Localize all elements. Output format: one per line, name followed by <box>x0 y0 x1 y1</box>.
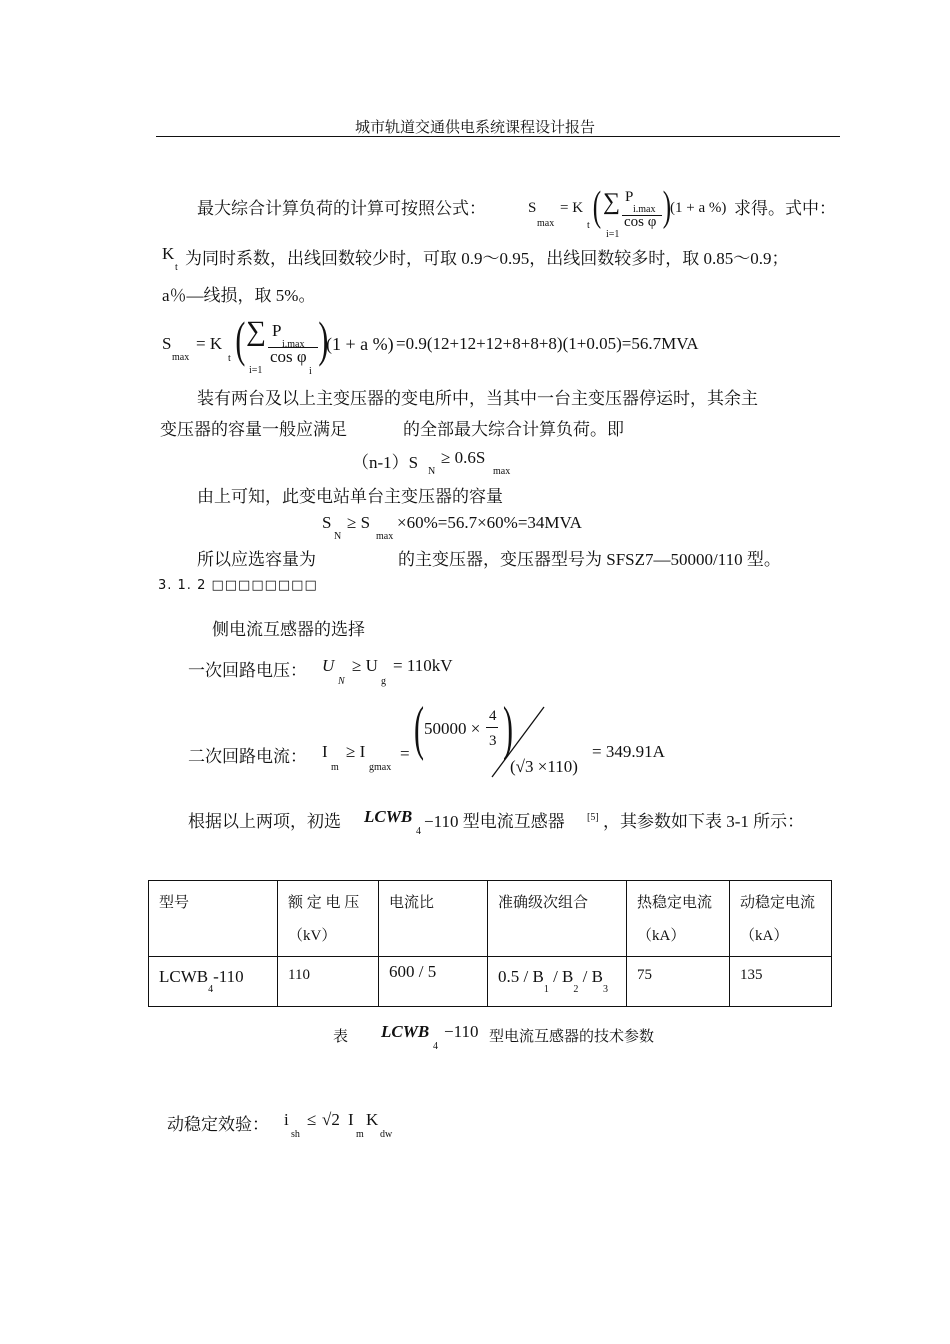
sum-lower: i=1 <box>606 229 620 240</box>
cell-thermal: 75 <box>627 957 730 1007</box>
eq2-b: ≥ 0.6S <box>441 448 486 467</box>
cell-ratio: 600 / 5 <box>379 957 488 1007</box>
eq1-eqK: = K <box>196 334 223 353</box>
model-text: LCWB <box>159 967 209 986</box>
para5-b: 的主变压器，变压器型号为 SFSZ7—50000/110 型。 <box>398 550 781 569</box>
header-voltage-unit: （kV） <box>288 928 337 944</box>
frac-num-P: P <box>625 189 634 205</box>
formula-factor: (1 + a %) <box>670 200 727 216</box>
acc-b: / B <box>553 967 574 986</box>
caption-num: −110 <box>444 1022 479 1041</box>
cell-dynamic: 135 <box>730 957 832 1007</box>
dyn-sub-m: m <box>356 1129 364 1140</box>
table-header-row <box>149 881 832 957</box>
dyn-i: i <box>284 1110 289 1129</box>
formula-sub-t: t <box>587 220 590 231</box>
page-header: 城市轨道交通供电系统课程设计报告 <box>354 120 595 136</box>
eq3-geq-S: ≥ S <box>347 513 371 532</box>
subsection-title: 侧电流互感器的选择 <box>212 620 365 639</box>
dyn-sub-sh: sh <box>291 1129 300 1140</box>
model-sub: 4 <box>208 984 214 996</box>
eq1-sub-max: max <box>172 352 190 363</box>
primary-value: = 110kV <box>393 656 453 675</box>
table-header-cell <box>149 881 278 957</box>
eq1-factor: (1 + a %) <box>326 334 394 354</box>
secondary-three: 3 <box>489 733 497 749</box>
secondary-label: 二次回路电流： <box>188 747 307 766</box>
header-dynamic-unit: （kA） <box>740 928 789 944</box>
secondary-four: 4 <box>489 708 497 724</box>
eq1-S: S <box>162 334 172 353</box>
model-tail: -110 <box>213 967 244 986</box>
para3-line2a: 变压器的容量一般应满足 <box>160 420 347 439</box>
secondary-geq-I: ≥ I <box>346 742 366 761</box>
primary-sub-N: N <box>338 676 345 687</box>
caption-text: 型电流互感器的技术参数 <box>489 1029 655 1045</box>
eq1-result: =0.9(12+12+12+8+8+8)(1+0.05)=56.7MVA <box>396 334 699 353</box>
K-sub-t: t <box>175 262 178 273</box>
para6-b: −110 型电流互感器 <box>424 812 565 831</box>
caption-prefix: 表 <box>333 1029 349 1045</box>
secondary-result: = 349.91A <box>592 742 665 761</box>
header-rule <box>156 136 840 137</box>
header-thermal: 热稳定电流 <box>637 895 713 911</box>
table-header-cell <box>488 881 627 957</box>
eq1-sum-lower: i=1 <box>249 365 263 376</box>
table-header-cell <box>278 881 379 957</box>
cell-model <box>149 957 278 1007</box>
para4-text: 由上可知，此变电站单台主变压器的容量 <box>197 487 503 506</box>
secondary-rparen: ) <box>502 695 513 761</box>
eq3-result: ×60%=56.7×60%=34MVA <box>397 513 582 532</box>
secondary-lparen: ( <box>413 695 424 761</box>
eq3-sub-N: N <box>334 531 342 542</box>
section-heading: 3. 1. 2 □□□□□□□□ <box>158 578 318 593</box>
cell-accuracy <box>488 957 627 1007</box>
eq1-sum-symbol: ∑ <box>246 316 266 347</box>
eq2-a: （n-1）S <box>352 453 419 472</box>
eq2-sub-max: max <box>493 466 511 477</box>
header-dynamic: 动稳定电流 <box>740 895 816 911</box>
eq2-sub-N: N <box>428 466 436 477</box>
para3-line2b: 的全部最大综合计算负荷。即 <box>403 420 624 439</box>
header-voltage: 额 定 电 压 <box>288 895 360 911</box>
frac-num-sub: i.max <box>633 204 656 215</box>
caption-model-sub: 4 <box>433 1041 438 1052</box>
para5-a: 所以应选容量为 <box>197 550 316 569</box>
eq3-S: S <box>322 513 332 532</box>
ct-parameter-table <box>148 880 832 1007</box>
table-header-cell <box>627 881 730 957</box>
acc-a: 0.5 / B <box>498 967 544 986</box>
para1-text: 最大综合计算负荷的计算可按照公式： <box>197 199 486 218</box>
eq1-den-sub: i <box>309 366 312 377</box>
acc-sub-1: 1 <box>543 984 549 996</box>
formula-rparen: ) <box>662 184 672 230</box>
eq3-sub-max: max <box>376 531 394 542</box>
caption-model: LCWB <box>381 1022 430 1041</box>
acc-c: / B <box>582 967 603 986</box>
secondary-den: (√3 ×110) <box>510 757 578 776</box>
eq1-den: cos φ <box>270 347 307 366</box>
eq1-num-sub: i.max <box>282 339 305 350</box>
dyn-sqrt2: √2 <box>322 1110 340 1129</box>
secondary-I: I <box>322 742 328 761</box>
eq1-num-P: P <box>272 321 282 340</box>
primary-sub-g: g <box>381 676 386 687</box>
para6-a: 根据以上两项，初选 <box>188 812 341 831</box>
header-thermal-unit: （kA） <box>637 928 686 944</box>
header-ratio: 电流比 <box>389 895 435 911</box>
formula-lparen: ( <box>592 184 602 230</box>
para2-text: 为同时系数，出线回数较少时，可取 0.9～0.95，出线回数较多时，取 0.85～0.9； <box>185 249 789 268</box>
primary-label: 一次回路电压： <box>188 661 307 680</box>
table-header-cell <box>730 881 832 957</box>
dyn-K: K <box>366 1110 379 1129</box>
formula-S: S <box>528 200 537 216</box>
secondary-sub-gmax: gmax <box>369 762 392 773</box>
dyn-sub-dw: dw <box>380 1129 393 1140</box>
formula-eqK: = K <box>560 200 584 216</box>
sum-symbol: ∑ <box>603 189 621 215</box>
header-accuracy: 准确级次组合 <box>498 895 589 911</box>
dyn-leq: ≤ <box>307 1110 317 1129</box>
secondary-num: 50000 × <box>424 719 481 738</box>
formula-sub-max: max <box>537 218 555 229</box>
acc-sub-3: 3 <box>602 984 608 996</box>
dyn-I: I <box>348 1110 354 1129</box>
eq1-rparen: ) <box>318 311 329 367</box>
para6-model-sub: 4 <box>416 826 421 837</box>
dyn-label: 动稳定效验： <box>167 1115 269 1134</box>
header-model: 型号 <box>159 895 190 911</box>
para3-line1: 装有两台及以上主变压器的变电所中，当其中一台主变压器停运时，其余主 <box>197 389 758 408</box>
table-row <box>149 957 832 1007</box>
para6-c: ，其参数如下表 3-1 所示： <box>603 812 805 831</box>
acc-sub-2: 2 <box>573 984 579 996</box>
eq1-lparen: ( <box>235 311 246 367</box>
primary-U: U <box>322 656 335 675</box>
secondary-sub-m: m <box>331 762 339 773</box>
para1-text-b: 求得。式中： <box>734 199 836 218</box>
frac-den: cos φ <box>624 214 657 230</box>
table-header-cell <box>379 881 488 957</box>
eq1-sub-t: t <box>228 353 231 364</box>
K-symbol: K <box>162 244 175 263</box>
para6-ref: [5] <box>587 812 599 823</box>
para6-model: LCWB <box>364 807 413 826</box>
primary-geq-U: ≥ U <box>352 656 378 675</box>
secondary-eq: = <box>400 744 410 763</box>
para2-line2: a％—线损，取 5%。 <box>162 286 316 305</box>
cell-voltage: 110 <box>278 957 379 1007</box>
